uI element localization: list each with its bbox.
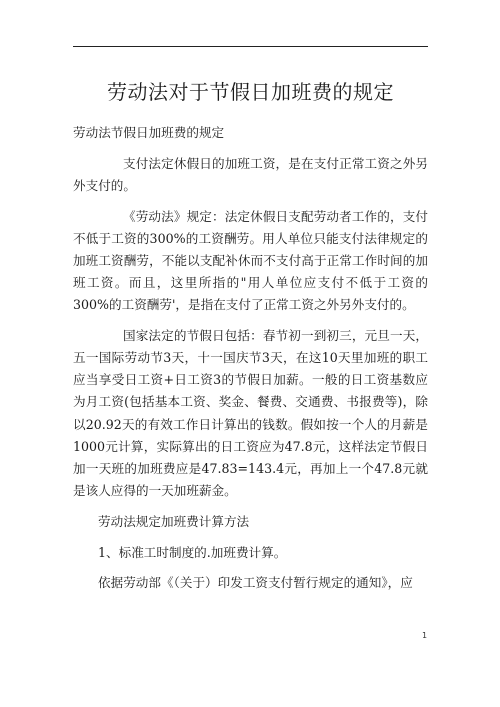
body-paragraph: 依据劳动部《（关于）印发工资支付暂行规定的通知》，应 bbox=[98, 575, 413, 591]
list-item: 1、标准工时制度的.加班费计算。 bbox=[98, 544, 287, 560]
body-paragraph: 《劳动法》规定：法定休假日支配劳动者工作的，支付不低于工资的300%的工资酬劳。用人单位只能支付法律规定的加班工资酬劳，不能以支配补休而不支付高于正常工作时间的加班工资。而且，这里所指的"用人单位应支付不低于工资的300%的工资酬劳'，是指在支付了正常工资之外另外支付的。 bbox=[73, 208, 428, 313]
document-body bbox=[73, 122, 428, 603]
section-heading: 劳动法规定加班费计算方法 bbox=[98, 513, 250, 529]
section-heading: 劳动法节假日加班费的规定 bbox=[73, 125, 225, 140]
body-paragraph: 支付法定休假日的加班工资，是在支付正常工资之外另外支付的。 bbox=[73, 155, 428, 193]
body-paragraph: 国家法定的节假日包括：春节初一到初三，元旦一天，五一国际劳动节3天，十一国庆节3天，在这10天里加班的职工应当享受日工资+日工资3的节假日加薪。一般的日工资基数应为月工资(包括基本工资、奖金、餐费、交通费、书报费等)，除以20.92天的有效工作日计算出的钱数。假如按一个人的月薪是1000元计算，实际算出的日工资应为47.8元，这样法定节假日加一天班的加班费应是47.83=143.4元，再加上一个47.8元就是该人应得的一天加班薪金。 bbox=[73, 328, 428, 498]
page-title: 劳动法对于节假日加班费的规定 bbox=[107, 80, 394, 104]
header-rule bbox=[73, 46, 428, 47]
page-number: 1 bbox=[422, 631, 428, 640]
